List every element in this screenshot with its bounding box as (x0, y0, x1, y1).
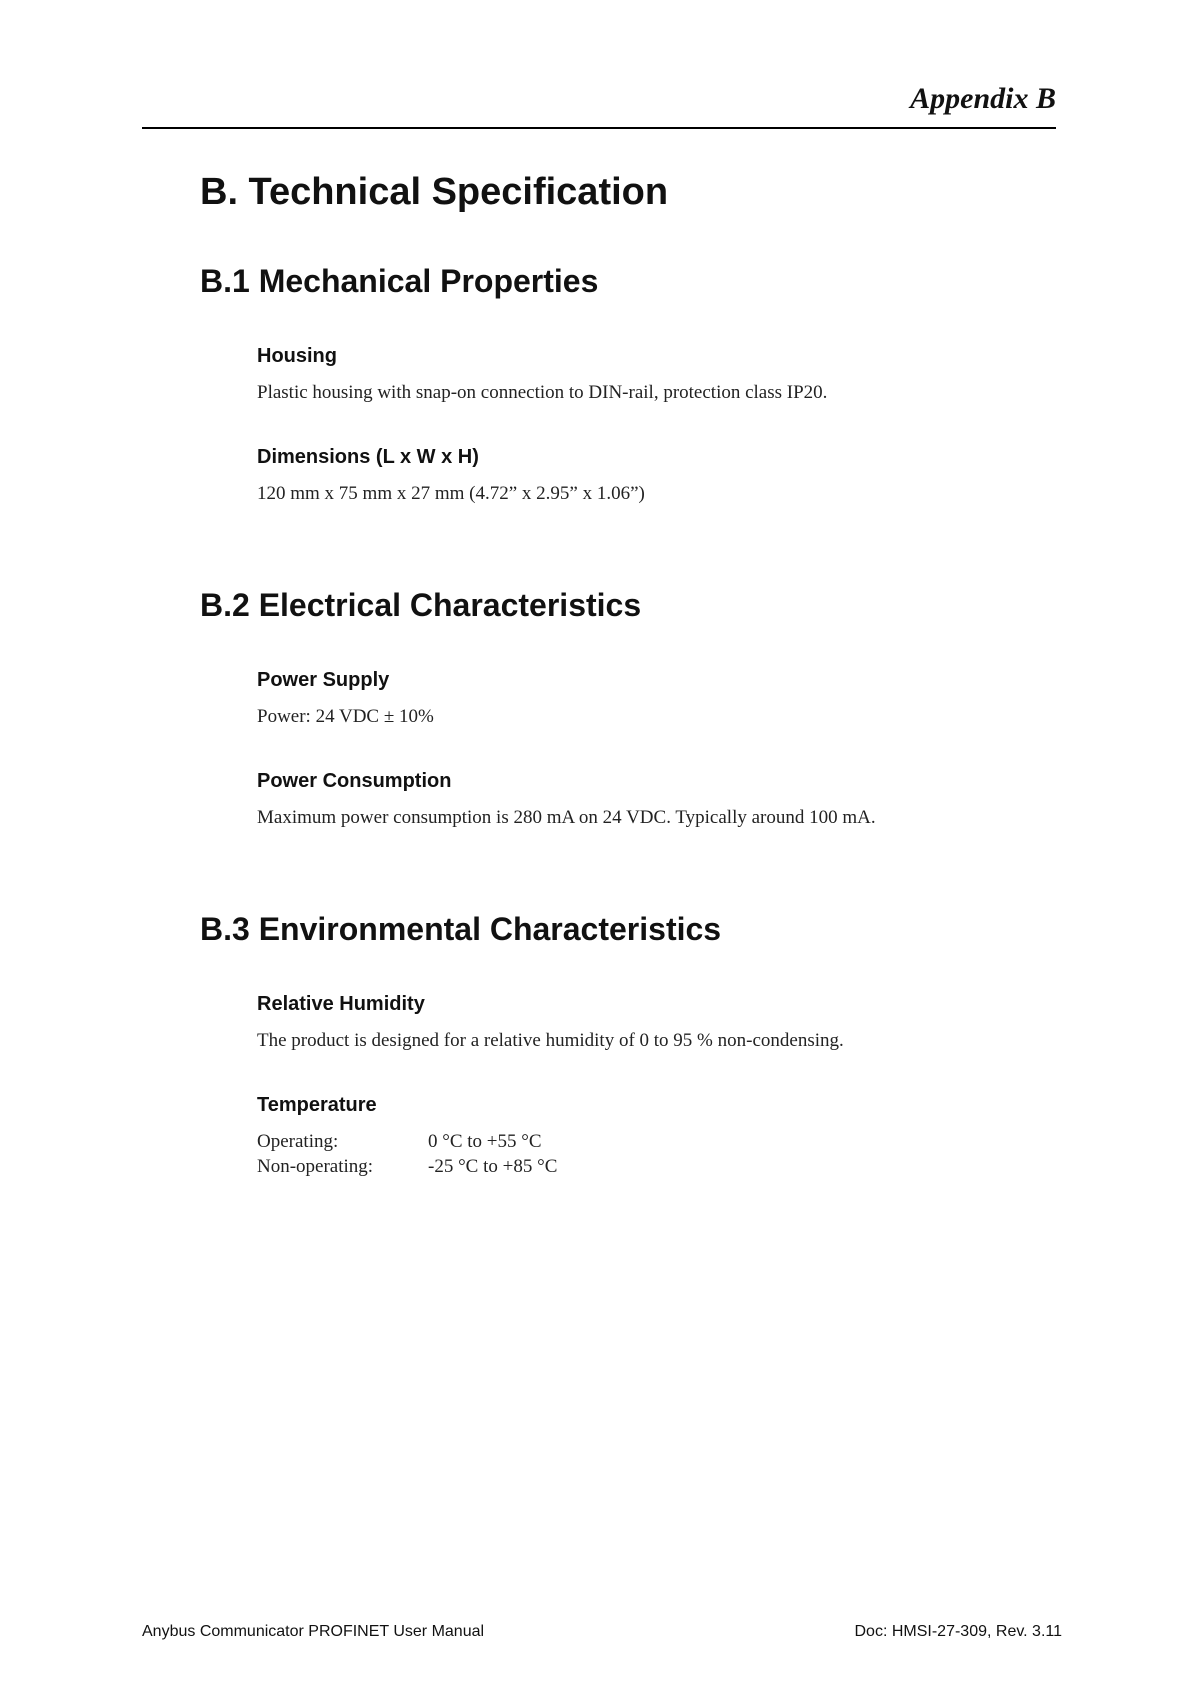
section-title-electrical: B.2 Electrical Characteristics (200, 587, 642, 623)
subheading-housing: Housing (257, 345, 337, 367)
header-divider (142, 127, 1056, 129)
temperature-row-operating (257, 1130, 857, 1154)
footer-manual-title: Anybus Communicator PROFINET User Manual (142, 1623, 485, 1640)
temperature-label: Non-operating: (257, 1156, 374, 1177)
subheading-relative-humidity: Relative Humidity (257, 993, 425, 1015)
temperature-value: 0 °C to +55 °C (428, 1131, 542, 1152)
housing-text: Plastic housing with snap-on connection to DIN-rail, protection class IP20. (257, 382, 828, 403)
section-title-environmental: B.3 Environmental Characteristics (200, 911, 722, 947)
temperature-row-non-operating (257, 1155, 857, 1179)
subheading-power-consumption: Power Consumption (257, 770, 452, 792)
humidity-text: The product is designed for a relative humidity of 0 to 95 % non-condensing. (257, 1030, 844, 1051)
appendix-header-label: Appendix B (910, 82, 1056, 115)
temperature-label: Operating: (257, 1131, 339, 1152)
dimensions-text: 120 mm x 75 mm x 27 mm (4.72” x 2.95” x 1.06”) (257, 483, 645, 504)
subheading-power-supply: Power Supply (257, 669, 390, 691)
temperature-value: -25 °C to +85 °C (428, 1156, 558, 1177)
subheading-dimensions: Dimensions (L x W x H) (257, 446, 479, 468)
footer-doc-revision: Doc: HMSI-27-309, Rev. 3.11 (854, 1623, 1062, 1640)
section-title-mechanical: B.1 Mechanical Properties (200, 263, 599, 299)
subheading-temperature: Temperature (257, 1094, 377, 1116)
power-supply-text: Power: 24 VDC ± 10% (257, 706, 434, 727)
page-title: B. Technical Specification (200, 171, 669, 213)
power-consumption-text: Maximum power consumption is 280 mA on 24 VDC. Typically around 100 mA. (257, 807, 876, 828)
